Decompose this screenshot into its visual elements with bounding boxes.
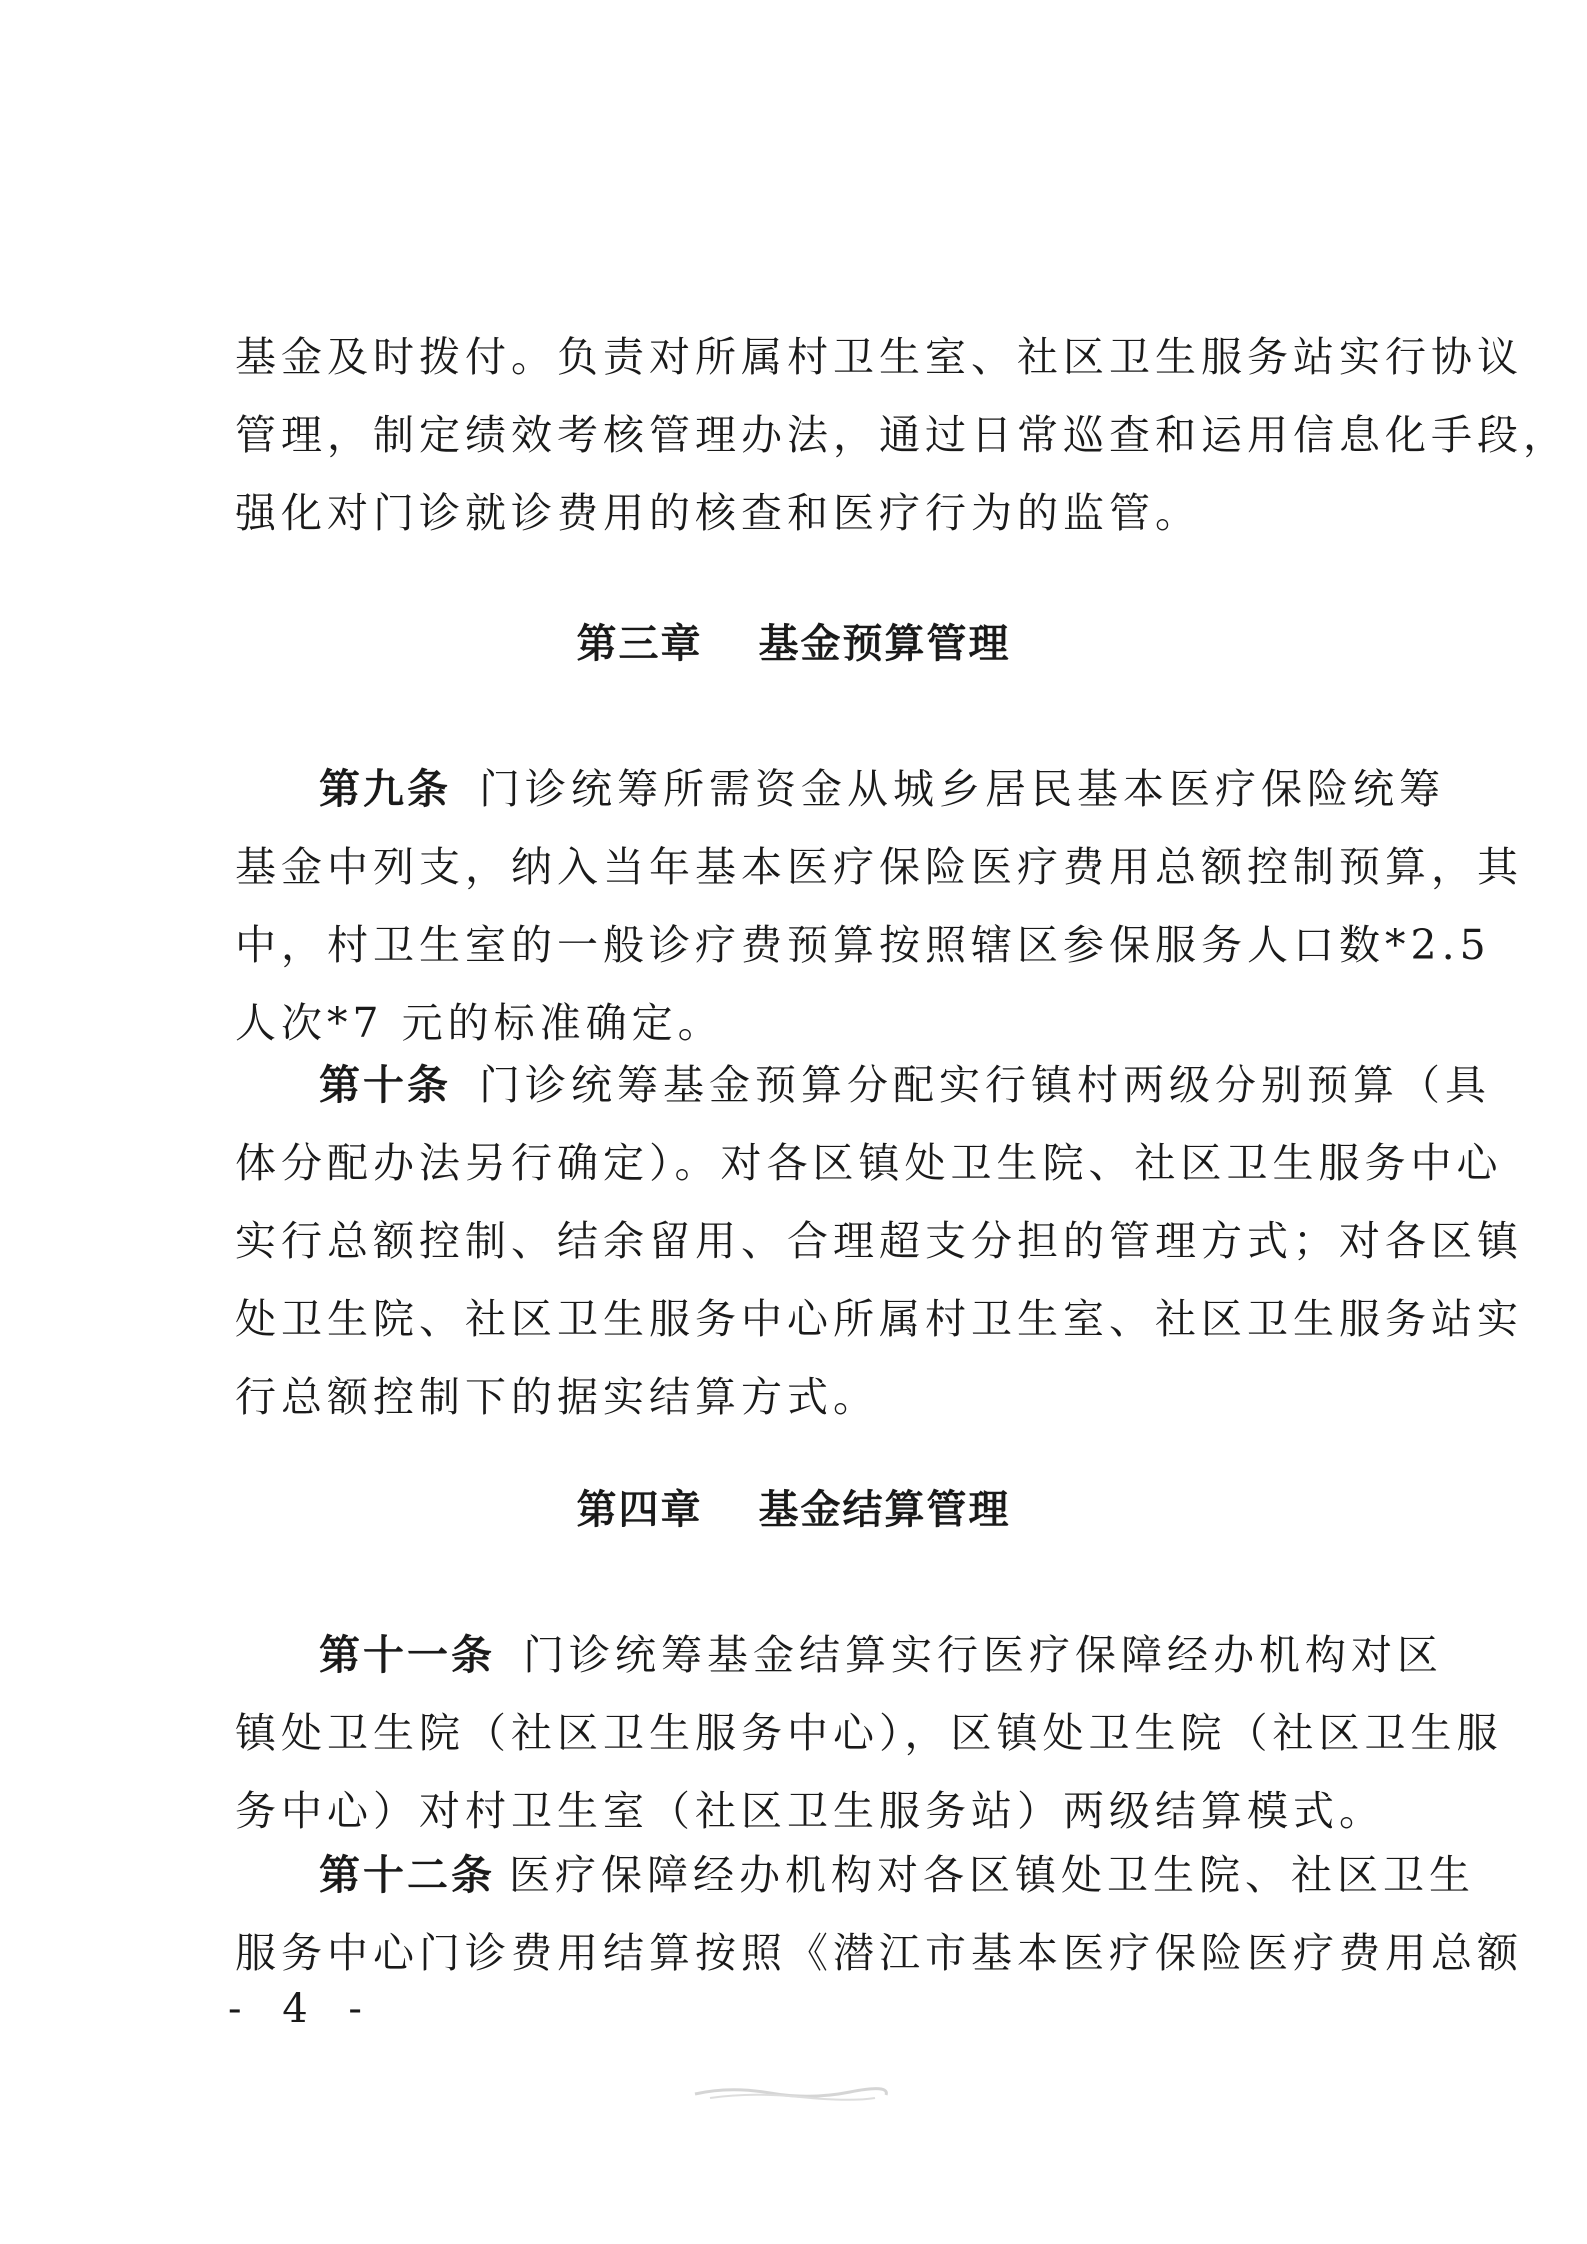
- article-label: 第十条: [319, 1061, 451, 1109]
- text-line: 务中心）对村卫生室（社区卫生服务站）两级结算模式。: [235, 1787, 1385, 1835]
- text-line: 基金及时拨付。负责对所属村卫生室、社区卫生服务站实行协议: [235, 333, 1523, 381]
- text-line: 镇处卫生院（社区卫生服务中心），区镇处卫生院（社区卫生服: [235, 1709, 1503, 1757]
- scan-smudge: [690, 2080, 890, 2106]
- chapter-title: 基金结算管理: [758, 1487, 1011, 1533]
- text-line: 门诊统筹基金预算分配实行镇村两级分别预算（具: [479, 1061, 1491, 1109]
- continuation-paragraph: [235, 318, 1569, 552]
- text-line: 中，村卫生室的一般诊疗费预算按照辖区参保服务人口数*2.5: [235, 921, 1491, 969]
- text-line: 管理，制定绩效考核管理办法，通过日常巡查和运用信息化手段，: [235, 411, 1569, 459]
- text-line: 门诊统筹所需资金从城乡居民基本医疗保险统筹: [479, 765, 1445, 813]
- text-line: 医疗保障经办机构对各区镇处卫生院、社区卫生: [509, 1851, 1475, 1899]
- text-line: 体分配办法另行确定）。对各区镇处卫生院、社区卫生服务中心: [235, 1139, 1503, 1187]
- text-line: 门诊统筹基金结算实行医疗保障经办机构对区: [523, 1631, 1443, 1679]
- page-number: - 4 -: [228, 1986, 376, 2032]
- article-9: [235, 750, 1523, 1062]
- text-line: 基金中列支，纳入当年基本医疗保险医疗费用总额控制预算，其: [235, 843, 1523, 891]
- article-12: [235, 1836, 1523, 1992]
- text-line: 强化对门诊就诊费用的核查和医疗行为的监管。: [235, 489, 1201, 537]
- text-line: 行总额控制下的据实结算方式。: [235, 1373, 879, 1421]
- text-line: 处卫生院、社区卫生服务中心所属村卫生室、社区卫生服务站实: [235, 1295, 1523, 1343]
- article-10: [235, 1046, 1523, 1436]
- chapter-heading: [0, 612, 1587, 669]
- chapter-title: 基金预算管理: [758, 621, 1011, 667]
- chapter-number: 第三章: [576, 621, 703, 667]
- article-11: [235, 1616, 1503, 1850]
- chapter-heading: [0, 1478, 1587, 1535]
- text-line: 服务中心门诊费用结算按照《潜江市基本医疗保险医疗费用总额: [235, 1929, 1523, 1977]
- chapter-number: 第四章: [576, 1487, 703, 1533]
- article-label: 第十二条: [319, 1851, 495, 1899]
- text-line: 实行总额控制、结余留用、合理超支分担的管理方式；对各区镇: [235, 1217, 1523, 1265]
- article-label: 第九条: [319, 765, 451, 813]
- article-label: 第十一条: [319, 1631, 495, 1679]
- text-line: 人次*7 元的标准确定。: [235, 999, 724, 1047]
